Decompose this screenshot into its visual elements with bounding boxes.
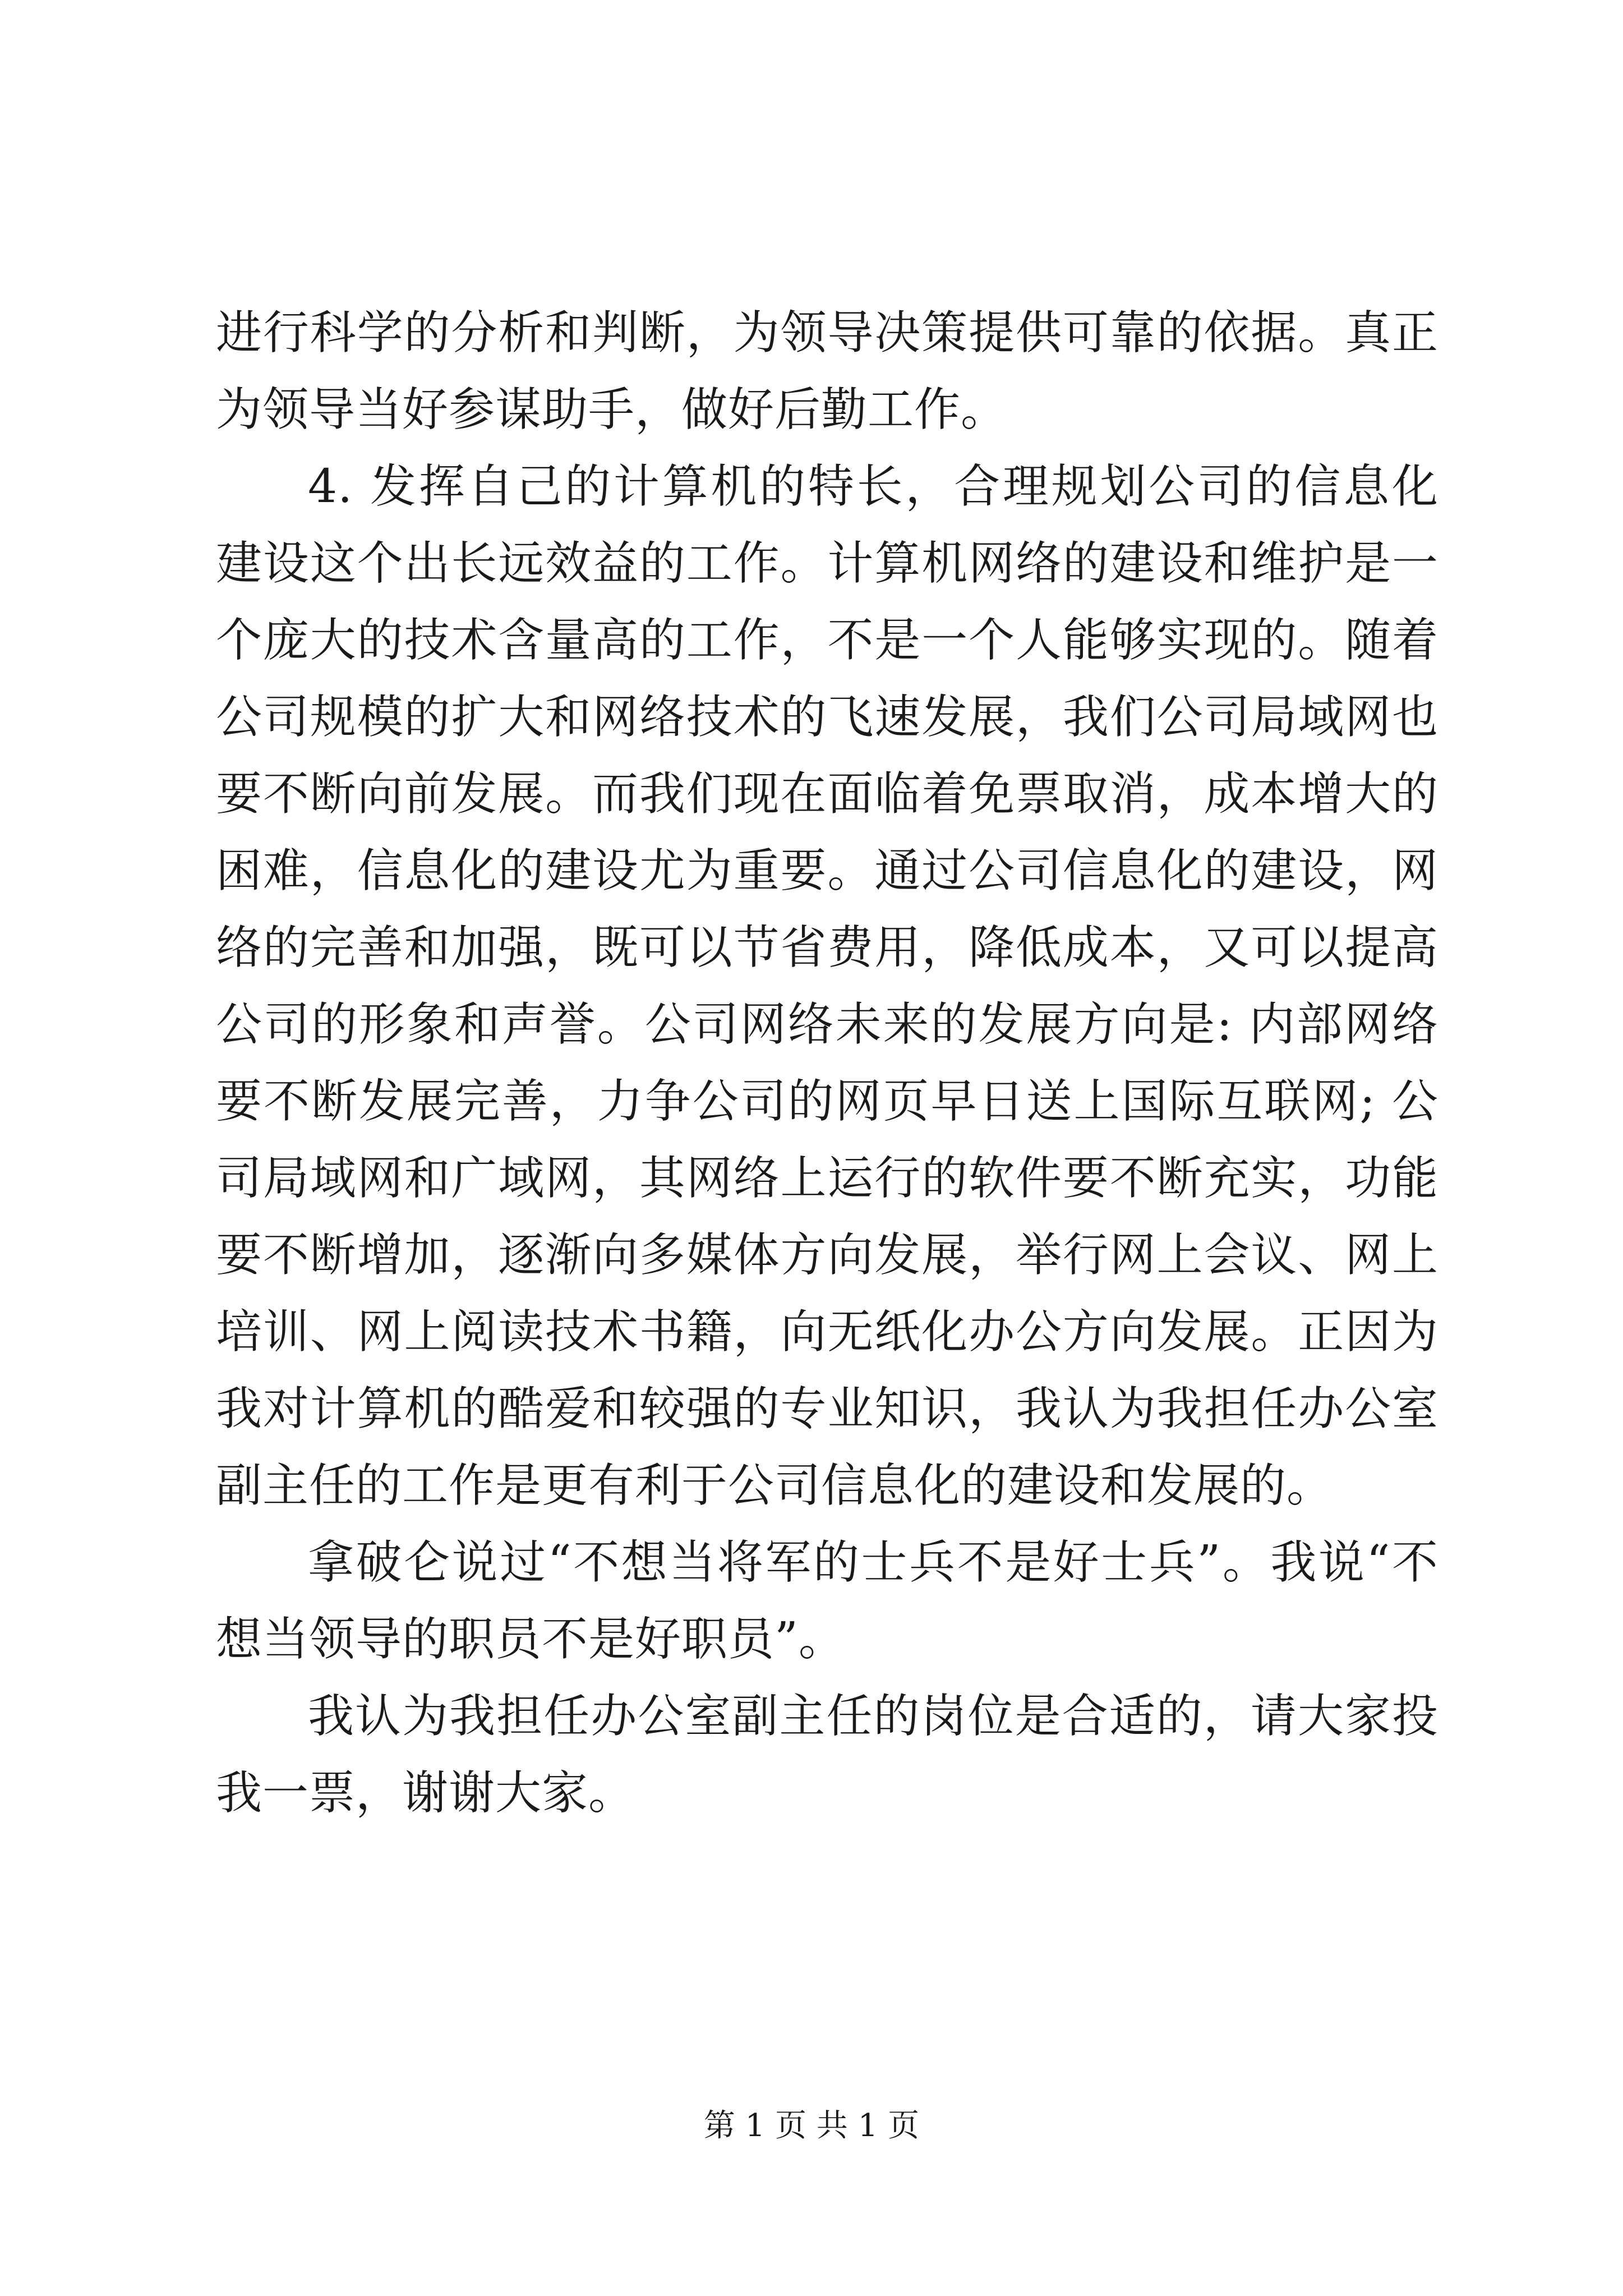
paragraph-quote: 拿破仑说过“不想当将军的士兵不是好士兵”。我说“不想当领导的职员不是好职员”。 <box>216 1536 1438 1666</box>
page-footer: 第 1 页 共 1 页 <box>703 2108 920 2144</box>
paragraph-continuation: 进行科学的分析和判断，为领导决策提供可靠的依据。真正为领导当好参谋助手，做好后勤工作。 <box>216 306 1438 436</box>
paragraph-closing: 我认为我担任办公室副主任的岗位是合适的，请大家投我一票，谢谢大家。 <box>216 1690 1438 1820</box>
paragraph-item-4: 4. 发挥自己的计算机的特长，合理规划公司的信息化建设这个出长远效益的工作。计算机网络的建设和维护是一个庞大的技术含量高的工作，不是一个人能够实现的。随着公司规模的扩大和网络技术的飞速发展，我们公司局域网也要不断向前发展。而我们现在面临着免票取消，成本增大的困难，信息化的建设尤为重要。通过公司信息化的建设，网络的完善和加强，既可以节省费用，降低成本，又可以提高公司的形象和声誉。公司网络未来的发展方向是: 内部网络要不断发展完善，力争公司的网页早日送上国际互联网; 公司局域网和广域网，其网络上运行的软件要不断充实，功能要不断增加，逐渐向多媒体方向发展，举行网上会议、网上培训、网上阅读技术书籍，向无纸化办公方向发展。正因为我对计算机的酷爱和较强的专业知识，我认为我担任办公室副主任的工作是更有利于公司信息化的建设和发展的。 <box>216 460 1438 1512</box>
document-body <box>216 295 1438 1832</box>
